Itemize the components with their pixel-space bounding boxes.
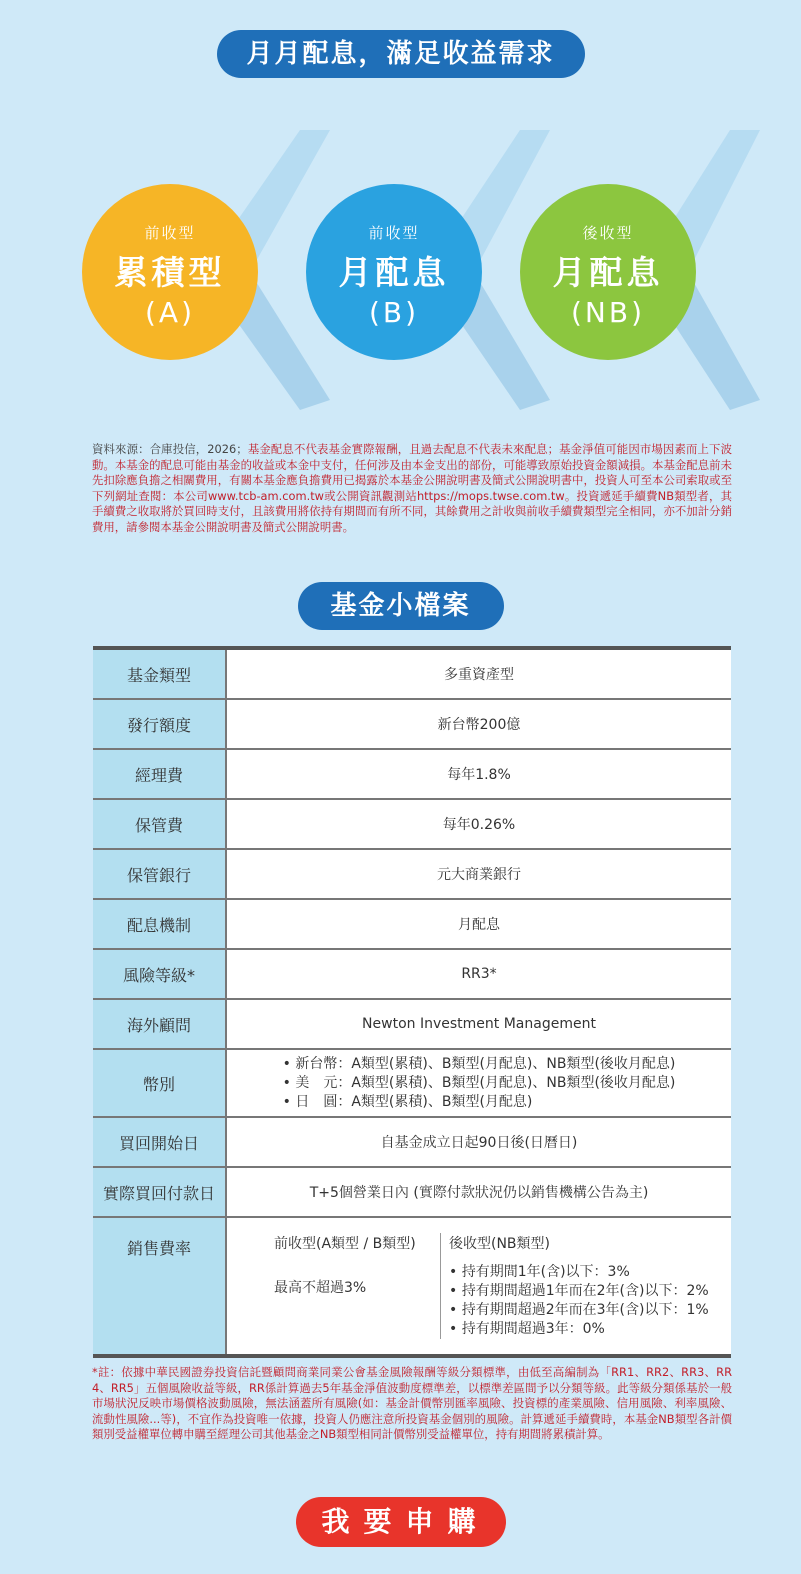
- list-item: • 日 圓：A類型(累積)、B類型(月配息): [282, 1093, 533, 1110]
- table-row: [93, 999, 731, 1049]
- share-class-diagram: [0, 110, 801, 430]
- table-row: [93, 899, 731, 949]
- row-value: Newton Investment Management: [226, 999, 731, 1049]
- fund-profile-title: 基金小檔案: [298, 582, 504, 630]
- list-item: • 持有期間1年(含)以下：3%: [449, 1264, 630, 1280]
- row-label: 保管費: [93, 799, 226, 849]
- sales-fee-value: [226, 1217, 731, 1356]
- table-row: [93, 1167, 731, 1217]
- row-value: T+5個營業日內 (實際付款狀況仍以銷售機構公告為主): [226, 1167, 731, 1217]
- list-item: • 持有期間超過2年而在3年(含)以下：1%: [449, 1302, 709, 1318]
- currency-value: [226, 1049, 731, 1117]
- row-value: 新台幣200億: [226, 699, 731, 749]
- list-item: • 新台幣：A類型(累積)、B類型(月配息)、NB類型(後收月配息): [282, 1055, 676, 1072]
- table-row: [93, 648, 731, 699]
- share-class-nb-sub: 後收型: [582, 224, 634, 242]
- row-label: 實際買回付款日: [93, 1167, 226, 1217]
- row-value: 月配息: [226, 899, 731, 949]
- table-row: [93, 799, 731, 849]
- table-row-currency: [93, 1049, 731, 1117]
- risk-note: *註：依據中華民國證券投資信託暨顧問商業同業公會基金風險報酬等級分類標準，由低至高編制為「RR1、RR2、RR3、RR4、RR5」五個風險收益等級，RR係計算過去5年基金淨值波動度標準差，以標準差區間予以分類等級。此等級分類係基於一般市場狀況反映市場價格波動風險，無法涵蓋所有風險(如：基金計價幣別匯率風險、投資標的產業風險、信用風險、利率風險、流動性風險...等)，不宜作為投資唯一依據，投資人仍應注意所投資基金個別的風險。計算遞延手續費時，本基金NB類型各計價類別受益權單位轉申購至經理公司其他基金之NB類型相同計價幣別受益權單位，持有期間將累積計算。: [92, 1365, 732, 1442]
- list-item: • 持有期間超過1年而在2年(含)以下：2%: [449, 1283, 709, 1299]
- row-value: 每年0.26%: [226, 799, 731, 849]
- dividend-disclaimer: [92, 442, 732, 536]
- share-class-nb-code: (NB): [570, 296, 645, 329]
- front-load-column: [274, 1233, 441, 1339]
- fund-profile-table: [93, 646, 731, 1358]
- share-class-nb-name: 月配息: [552, 253, 664, 292]
- row-label: 保管銀行: [93, 849, 226, 899]
- share-class-a-name: 累積型: [114, 253, 226, 292]
- share-class-a-sub: 前收型: [144, 224, 196, 242]
- row-label: 配息機制: [93, 899, 226, 949]
- apply-button[interactable]: 我要申購: [296, 1497, 506, 1547]
- row-label: 幣別: [93, 1049, 226, 1117]
- data-source: 資料來源：合庫投信，2026；: [92, 442, 248, 456]
- row-value: RR3*: [226, 949, 731, 999]
- back-load-column: [441, 1233, 709, 1339]
- row-label: 經理費: [93, 749, 226, 799]
- share-class-b-code: (B): [368, 296, 420, 329]
- table-row: [93, 699, 731, 749]
- row-value: 每年1.8%: [226, 749, 731, 799]
- table-row: [93, 749, 731, 799]
- share-class-a: [82, 184, 258, 360]
- table-row: [93, 1117, 731, 1167]
- page-title: 月月配息，滿足收益需求: [217, 30, 585, 78]
- currency-list: [283, 1055, 676, 1112]
- share-class-nb: [520, 184, 696, 360]
- row-value: 自基金成立日起90日後(日曆日): [226, 1117, 731, 1167]
- share-class-b-sub: 前收型: [368, 224, 420, 242]
- back-load-header: 後收型(NB類型): [449, 1236, 551, 1252]
- row-label: 買回開始日: [93, 1117, 226, 1167]
- row-value: 元大商業銀行: [226, 849, 731, 899]
- row-label: 發行額度: [93, 699, 226, 749]
- row-label: 銷售費率: [93, 1217, 226, 1356]
- table-row: [93, 849, 731, 899]
- row-label: 基金類型: [93, 648, 226, 699]
- sales-fee-grid: [228, 1219, 730, 1353]
- front-load-header: 前收型(A類型 / B類型): [274, 1236, 416, 1252]
- list-item: • 美 元：A類型(累積)、B類型(月配息)、NB類型(後收月配息): [282, 1074, 676, 1091]
- share-class-a-code: (A): [144, 296, 195, 329]
- row-label: 風險等級*: [93, 949, 226, 999]
- share-class-b-name: 月配息: [338, 253, 450, 292]
- front-load-value: 最高不超過3%: [274, 1280, 367, 1296]
- share-class-b: [306, 184, 482, 360]
- table-row: [93, 949, 731, 999]
- row-value: 多重資產型: [226, 648, 731, 699]
- dividend-disclaimer-text: 基金配息不代表基金實際報酬，且過去配息不代表未來配息；基金淨值可能因市場因素而上下波動。本基金的配息可能由基金的收益或本金中支付，任何涉及由本金支出的部份，可能導致原始投資金額減損。本基金配息前未先扣除應負擔之相關費用，有關本基金應負擔費用已揭露於本基金公開說明書及簡式公開說明書中，投資人可至本公司索取或至下列網址查閱：本公司www.tcb-am.com.tw或公開資訊觀測站https://mops.twse.com.tw。投資遞延手續費NB類型者，其手續費之收取將於買回時支付，且該費用將依持有期間而有所不同，其餘費用之計收與前收手續費類型完全相同，亦不加計分銷費用，請參閱本基金公開說明書及簡式公開說明書。: [92, 442, 732, 534]
- row-label: 海外顧問: [93, 999, 226, 1049]
- table-row-sales-fee: [93, 1217, 731, 1356]
- list-item: • 持有期間超過3年：0%: [449, 1321, 605, 1337]
